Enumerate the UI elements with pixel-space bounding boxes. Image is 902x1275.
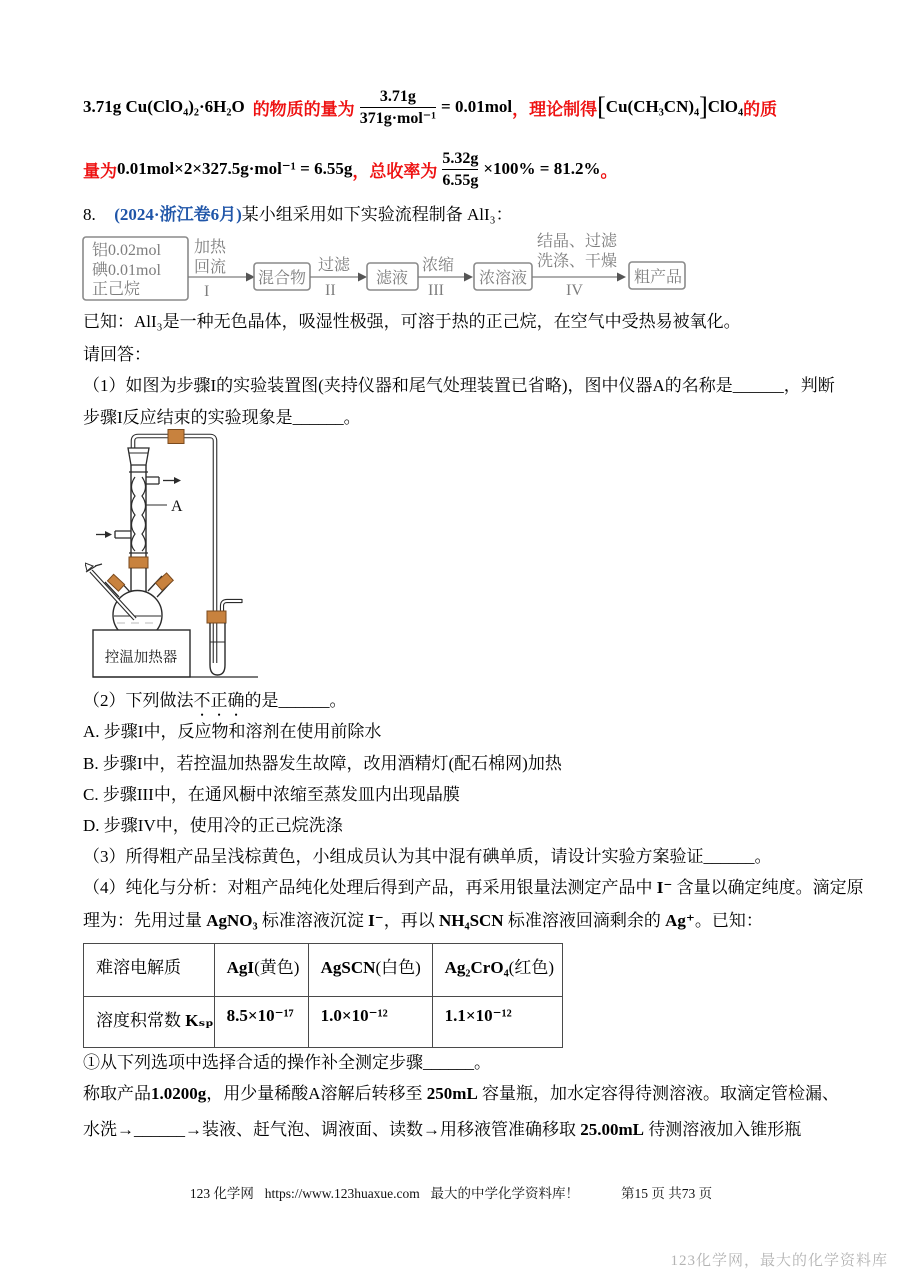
solution-text-red: 的物质的量为 [252, 99, 355, 119]
test-tube [210, 623, 225, 675]
question-intro: 某小组采用如下实验流程制备 AlI₃： [241, 205, 513, 224]
heater-label: 控温加热器 [104, 650, 178, 666]
flask-volume: 250mL [426, 1084, 478, 1103]
procedure-line-1: 称取产品1.0200g，用少量稀酸A溶解后转移至 250mL 容量瓶，加水定容得待测溶液。取滴定管检漏、 [83, 1084, 840, 1103]
watermark: 123化学网，最大的化学资料库 [670, 1253, 888, 1269]
arrow-3 [464, 273, 473, 282]
condenser-stopper [128, 448, 149, 465]
bracket-right: ] [699, 91, 708, 121]
header-ksp: 溶度积常数 Kₛₚ [84, 997, 215, 1048]
flow-step4-label-2: 洗涤、干燥 [537, 253, 618, 270]
solution-line-2 [83, 138, 617, 200]
flow-box-concentrate-label: 浓溶液 [479, 270, 528, 287]
flow-reagent-1: 铝0.02mol [92, 242, 161, 259]
ksp-agi: 8.5×10⁻¹⁷ [214, 997, 308, 1048]
question-source: (2024·浙江卷6月) [114, 205, 242, 224]
solution-text-red: 。 [600, 161, 618, 181]
process-flowchart [0, 230, 902, 306]
ammonium-thiocyanate: NH₄SCN [438, 911, 504, 930]
procedure-line-2: 水洗→______→装液、赶气泡、调液面、读数→用移液管准确移取 25.00mL 待测溶液加入锥形瓶 [83, 1120, 802, 1139]
apparatus-diagram [85, 425, 330, 687]
ksp-table [83, 943, 563, 1048]
flow-box-filtrate-label: 滤液 [376, 270, 409, 287]
flow-step4-label-1: 结晶、过滤 [537, 233, 618, 250]
footer-site-info: 123 化学网 https://www.123huaxue.com 最大的中学化学资料库！ [189, 1186, 580, 1201]
silver-ion: Ag⁺ [665, 911, 695, 930]
complex-anion: ClO₄ [707, 97, 744, 116]
emphasized-text: 不正确 [193, 691, 245, 710]
option-d: D. 步骤IV中，使用冷的正己烷洗涤 [83, 816, 343, 835]
formula-yield-percent: ×100% = 81.2% [483, 159, 601, 178]
question-1-line-1: （1）如图为步骤I的实验装置图(夹持仪器和尾气处理装置已省略)，图中仪器A的名称是______，判断 [83, 376, 835, 395]
option-c: C. 步骤III中，在通风橱中浓缩至蒸发皿内出现晶膜 [83, 785, 460, 804]
apparatus-label-a: A [171, 498, 183, 515]
table-data-row [84, 997, 563, 1048]
footer-page-number: 第15 页 共73 页 [621, 1186, 713, 1201]
question-2: （2）下列做法不正确的是______。 [83, 691, 347, 710]
complex-formula: Cu(CH₃CN)₄ [605, 97, 700, 116]
flow-step1-label-1: 加热 [194, 239, 227, 256]
flow-reagent-2: 碘0.01mol [92, 262, 161, 279]
fraction-mole: $\frac{3.71g}{\text{371g·mol⁻¹}}$ [359, 87, 437, 127]
ksp-agscn: 1.0×10⁻¹² [308, 997, 432, 1048]
question-4-line-1: （4）纯化与分析：对粗产品纯化处理后得到产品，再采用银量法测定产品中 I⁻ 含量以确定纯度。滴定原 [83, 878, 864, 897]
flow-step3-num: III [428, 282, 444, 299]
dropping-tube [85, 563, 135, 619]
pipette-volume: 25.00mL [580, 1120, 644, 1139]
header-electrolyte: 难溶电解质 [84, 944, 215, 997]
solution-text-red: ，理论制得 [512, 99, 598, 119]
flow-step1-num: I [204, 283, 210, 300]
flow-box-crude-label: 粗产品 [634, 269, 683, 286]
flow-step4-num: IV [566, 282, 583, 299]
left-neck-stopper [107, 574, 124, 591]
iodide-ion: I⁻ [656, 878, 673, 897]
known-info: 已知：AlI₃是一种无色晶体，吸湿性极强，可溶于热的正己烷，在空气中受热易被氧化。 [83, 312, 741, 331]
flow-step1-label-2: 回流 [194, 259, 227, 276]
solution-text-red: 量为 [83, 161, 117, 181]
page-footer [0, 1182, 902, 1202]
iodide-ion: I⁻ [368, 911, 384, 930]
footer-url: https://www.123huaxue.com [264, 1186, 420, 1201]
solution-text-red: 的质 [743, 99, 778, 119]
question-8-header [83, 204, 513, 226]
flask-center-joint [129, 557, 148, 568]
test-tube-stopper [207, 611, 226, 623]
cell-agi: AgI(黄色) [214, 944, 308, 997]
fraction-yield: $\frac{5.32g}{6.55g}$ [442, 149, 479, 189]
flow-step3-label: 浓缩 [422, 257, 455, 274]
flow-reagent-3: 正己烷 [92, 281, 141, 298]
sample-mass: 1.0200g [151, 1084, 207, 1103]
tube-connector-stopper [168, 430, 184, 444]
cell-ag2cro4: Ag₂CrO₄(红色) [432, 944, 562, 997]
bracket-left: [ [597, 91, 606, 121]
solution-text-red: ，总收率为 [352, 161, 438, 181]
question-3: （3）所得粗产品呈浅棕黄色，小组成员认为其中混有碘单质，请设计实验方案验证______。 [83, 847, 772, 866]
silver-nitrate: AgNO₃ [206, 911, 258, 930]
solution-line-1 [83, 76, 777, 138]
sub-question-1: ①从下列选项中选择合适的操作补全测定步骤______。 [83, 1053, 491, 1072]
right-neck-stopper [155, 573, 173, 590]
option-a: A. 步骤I中，反应物和溶剂在使用前除水 [83, 722, 382, 741]
flow-box-mixture-label: 混合物 [258, 270, 307, 287]
table-header-row [84, 944, 563, 997]
arrow-2 [358, 273, 367, 282]
flow-step2-label: 过滤 [318, 257, 351, 274]
formula-result: = 0.01mol [441, 97, 513, 116]
question-1-line-2: 步骤I反应结束的实验现象是______。 [83, 408, 361, 427]
flow-step2-num: II [325, 282, 336, 299]
question-number: 8. [83, 205, 96, 224]
option-b: B. 步骤I中，若控温加热器发生故障，改用酒精灯(配石棉网)加热 [83, 754, 562, 773]
formula-mass: 3.71g Cu(ClO₄)₂·6H₂O [83, 97, 245, 116]
ksp-ag2cro4: 1.1×10⁻¹² [432, 997, 562, 1048]
arrow-4 [617, 273, 626, 282]
condenser [115, 465, 159, 558]
answer-prompt: 请回答： [83, 345, 151, 364]
formula-yield-mass: 0.01mol×2×327.5g·mol⁻¹ = 6.55g [117, 159, 353, 178]
question-4-line-2: 理为：先用过量 AgNO₃ 标准溶液沉淀 I⁻，再以 NH₄SCN 标准溶液回滴剩余的 Ag⁺。已知： [83, 911, 763, 930]
cell-agscn: AgSCN(白色) [308, 944, 432, 997]
